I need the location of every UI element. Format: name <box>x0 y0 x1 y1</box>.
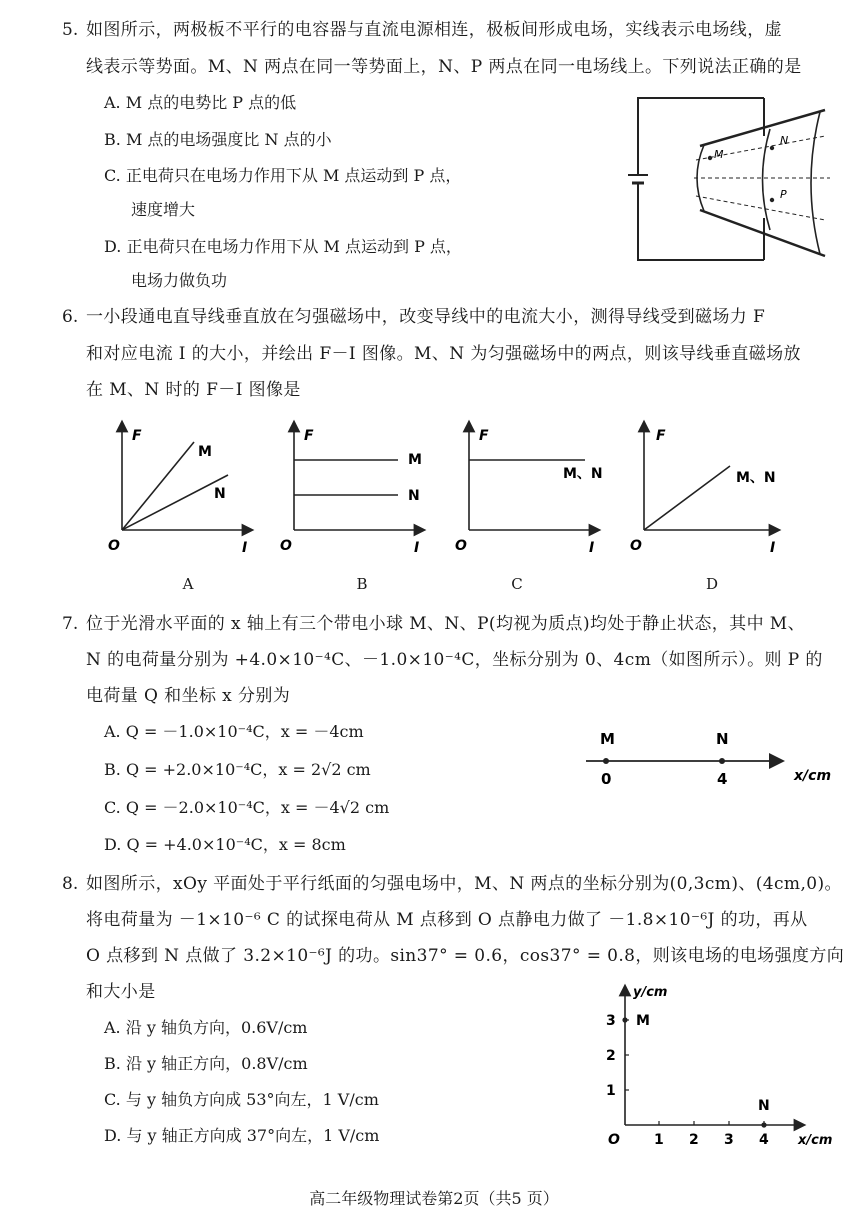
svg-text:O: O <box>455 538 467 554</box>
q8-option-d[interactable]: D. 与 y 轴正方向成 37°向左，1 V/cm <box>104 1126 380 1145</box>
svg-text:3: 3 <box>724 1132 734 1148</box>
q8-number: 8. <box>62 874 79 894</box>
svg-text:y/cm: y/cm <box>633 985 668 1000</box>
q7-option-d[interactable]: D. Q = +4.0×10⁻⁴C，x = 8cm <box>104 835 346 854</box>
q6-graph-d[interactable] <box>630 420 790 560</box>
q5-stem-line-1: 如图所示，两极板不平行的电容器与直流电源相连，极板间形成电场，实线表示电场线，虚 <box>86 20 782 40</box>
q5-number: 5. <box>62 20 79 40</box>
svg-text:M: M <box>636 1013 650 1029</box>
q8-stem-line-1: 如图所示，xOy 平面处于平行纸面的匀强电场中，M、N 两点的坐标分别为(0,3cm)、(4cm,0)。 <box>86 874 842 894</box>
svg-text:I: I <box>242 540 248 556</box>
q5-label-n: N <box>780 134 789 147</box>
q7-stem-line-3: 电荷量 Q 和坐标 x 分别为 <box>86 686 291 706</box>
q7-axis-figure <box>580 722 840 792</box>
q8-coordinate-figure <box>600 982 840 1152</box>
q5-label-m: M <box>714 148 724 161</box>
svg-text:M、N: M、N <box>563 466 603 482</box>
q7-stem-line-2: N 的电荷量分别为 +4.0×10⁻⁴C、－1.0×10⁻⁴C，坐标分别为 0、4cm（如图所示）。则 P 的 <box>86 650 823 670</box>
q6-caption-a[interactable]: A <box>182 575 194 593</box>
q6-graph-b[interactable] <box>280 420 430 560</box>
svg-text:O: O <box>280 538 292 554</box>
q8-stem-line-2: 将电荷量为 －1×10⁻⁶ C 的试探电荷从 M 点移到 O 点静电力做了 －1.8×10⁻⁶J 的功，再从 <box>86 910 808 930</box>
q6-graph-c[interactable] <box>455 420 605 560</box>
svg-text:I: I <box>770 540 776 556</box>
q5-option-d-cont: 电场力做负功 <box>131 271 228 290</box>
svg-text:N: N <box>758 1098 770 1114</box>
svg-text:M、N: M、N <box>736 470 776 486</box>
q8-option-c[interactable]: C. 与 y 轴负方向成 53°向左，1 V/cm <box>104 1090 379 1109</box>
svg-text:4: 4 <box>717 770 728 788</box>
q7-number: 7. <box>62 614 79 634</box>
svg-text:x/cm: x/cm <box>798 1133 833 1148</box>
q5-label-p: P <box>780 188 787 201</box>
svg-text:O: O <box>608 1132 620 1148</box>
svg-text:M: M <box>408 452 422 468</box>
q5-option-c-cont: 速度增大 <box>131 200 196 219</box>
q8-stem-line-4: 和大小是 <box>86 982 156 1002</box>
svg-text:4: 4 <box>759 1132 769 1148</box>
q6-stem-line-3: 在 M、N 时的 F－I 图像是 <box>86 380 301 400</box>
svg-text:1: 1 <box>606 1083 616 1099</box>
svg-text:F: F <box>132 428 142 444</box>
svg-text:O: O <box>630 538 642 554</box>
svg-text:2: 2 <box>606 1048 616 1064</box>
q5-stem-line-2: 线表示等势面。M、N 两点在同一等势面上，N、P 两点在同一电场线上。下列说法正确的是 <box>86 57 802 77</box>
q6-stem-line-1: 一小段通电直导线垂直放在匀强磁场中，改变导线中的电流大小，测得导线受到磁场力 F <box>86 307 766 327</box>
svg-text:O: O <box>108 538 120 554</box>
svg-text:0: 0 <box>601 770 612 788</box>
svg-text:F: F <box>304 428 314 444</box>
q6-caption-b[interactable]: B <box>356 575 368 593</box>
q7-option-b[interactable]: B. Q = +2.0×10⁻⁴C，x = 2√2 cm <box>104 760 371 779</box>
q5-option-c[interactable]: C. 正电荷只在电场力作用下从 M 点运动到 P 点， <box>104 166 462 185</box>
svg-text:1: 1 <box>654 1132 664 1148</box>
svg-text:F: F <box>656 428 666 444</box>
q6-caption-c[interactable]: C <box>511 575 523 593</box>
q8-stem-line-3: O 点移到 N 点做了 3.2×10⁻⁶J 的功。sin37° = 0.6，cos37° = 0.8，则该电场的电场强度方向 <box>86 946 845 966</box>
q5-capacitor-figure <box>620 88 840 273</box>
svg-text:I: I <box>589 540 595 556</box>
q8-option-b[interactable]: B. 沿 y 轴正方向，0.8V/cm <box>104 1054 308 1073</box>
svg-text:N: N <box>716 730 729 748</box>
q7-option-a[interactable]: A. Q = －1.0×10⁻⁴C，x = －4cm <box>104 722 364 741</box>
q7-stem-line-1: 位于光滑水平面的 x 轴上有三个带电小球 M、N、P(均视为质点)均处于静止状态，其中 M、 <box>86 614 805 634</box>
svg-text:I: I <box>414 540 420 556</box>
svg-text:N: N <box>214 486 226 502</box>
q7-option-c[interactable]: C. Q = －2.0×10⁻⁴C，x = －4√2 cm <box>104 798 390 817</box>
q8-option-a[interactable]: A. 沿 y 轴负方向，0.6V/cm <box>104 1018 308 1037</box>
q6-number: 6. <box>62 307 79 327</box>
page-footer: 高二年级物理试卷第2页（共5 页） <box>309 1189 559 1208</box>
q5-option-d[interactable]: D. 正电荷只在电场力作用下从 M 点运动到 P 点， <box>104 237 462 256</box>
q6-caption-d[interactable]: D <box>705 575 719 593</box>
svg-text:x/cm: x/cm <box>794 768 832 784</box>
svg-text:M: M <box>600 730 615 748</box>
svg-text:N: N <box>408 488 420 504</box>
svg-text:M: M <box>198 444 212 460</box>
q6-stem-line-2: 和对应电流 I 的大小，并绘出 F－I 图像。M、N 为匀强磁场中的两点，则该导线垂直磁场放 <box>86 344 801 364</box>
q5-option-b[interactable]: B. M 点的电场强度比 N 点的小 <box>104 130 332 149</box>
svg-text:3: 3 <box>606 1013 616 1029</box>
q5-option-a[interactable]: A. M 点的电势比 P 点的低 <box>104 93 297 112</box>
svg-text:F: F <box>479 428 489 444</box>
q6-graph-a[interactable] <box>108 420 258 560</box>
svg-text:2: 2 <box>689 1132 699 1148</box>
